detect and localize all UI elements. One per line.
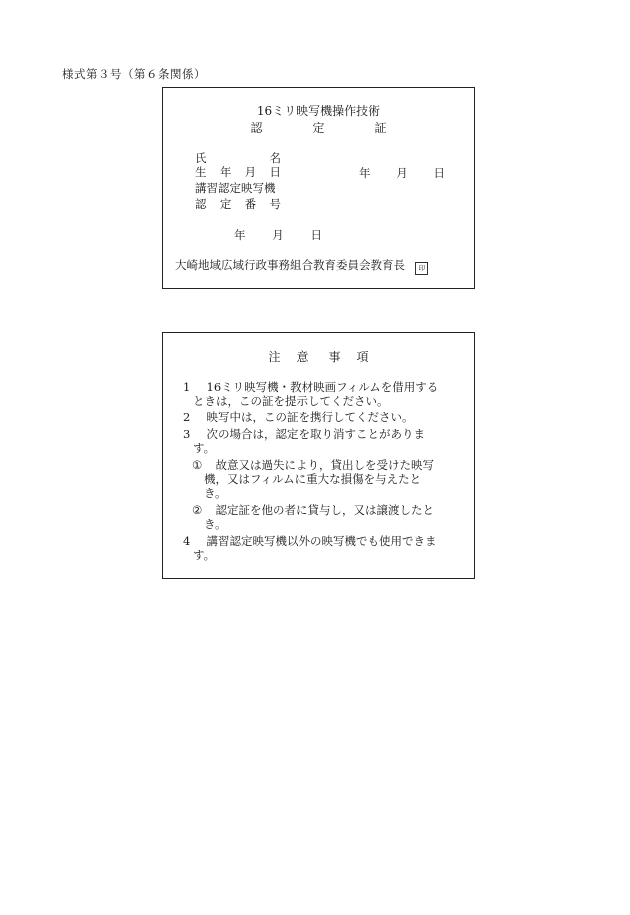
notes-title: 注 意 事 項 — [268, 350, 369, 364]
seal-icon: 印 — [415, 262, 428, 275]
note-item-3: 3 次の場合は，認定を取り消すことがありま す。 — [183, 427, 425, 456]
issue-date: 年 月 日 — [234, 228, 322, 242]
certificate-box — [162, 87, 475, 289]
issuer-name: 大崎地域広域行政事務組合教育委員会教育長 — [175, 258, 405, 272]
note-subitem-2: ② 認定証を他の者に貸与し，又は譲渡したと き。 — [192, 503, 434, 532]
note-subitem-1: ① 故意又は過失により，貸出しを受けた映写 機，又はフィルムに重大な損傷を与えたと き。 — [192, 458, 434, 501]
note-item-4: 4 講習認定映写機以外の映写機でも使用できま す。 — [183, 534, 437, 563]
issuer-line — [175, 257, 428, 275]
notes-box — [162, 332, 475, 579]
certificate-subtitle: 認 定 証 — [250, 121, 387, 135]
birthdate-value: 年 月 日 — [359, 166, 445, 180]
projector-field-label: 講習認定映写機 — [195, 181, 276, 195]
birthdate-field-label: 生 年 月 日 — [195, 165, 281, 179]
certification-number-label: 認 定 番 号 — [195, 197, 281, 211]
note-item-1: 1 16ミリ映写機・教材映画フィルムを借用する ときは，この証を提示してください。 — [183, 380, 439, 409]
certificate-title: 16ミリ映写機操作技術 — [256, 104, 381, 118]
name-field-label: 氏 名 — [195, 151, 281, 165]
form-number-label: 様式第３号（第６条関係） — [62, 67, 206, 81]
note-item-2: 2 映写中は，この証を携行してください。 — [183, 410, 414, 424]
